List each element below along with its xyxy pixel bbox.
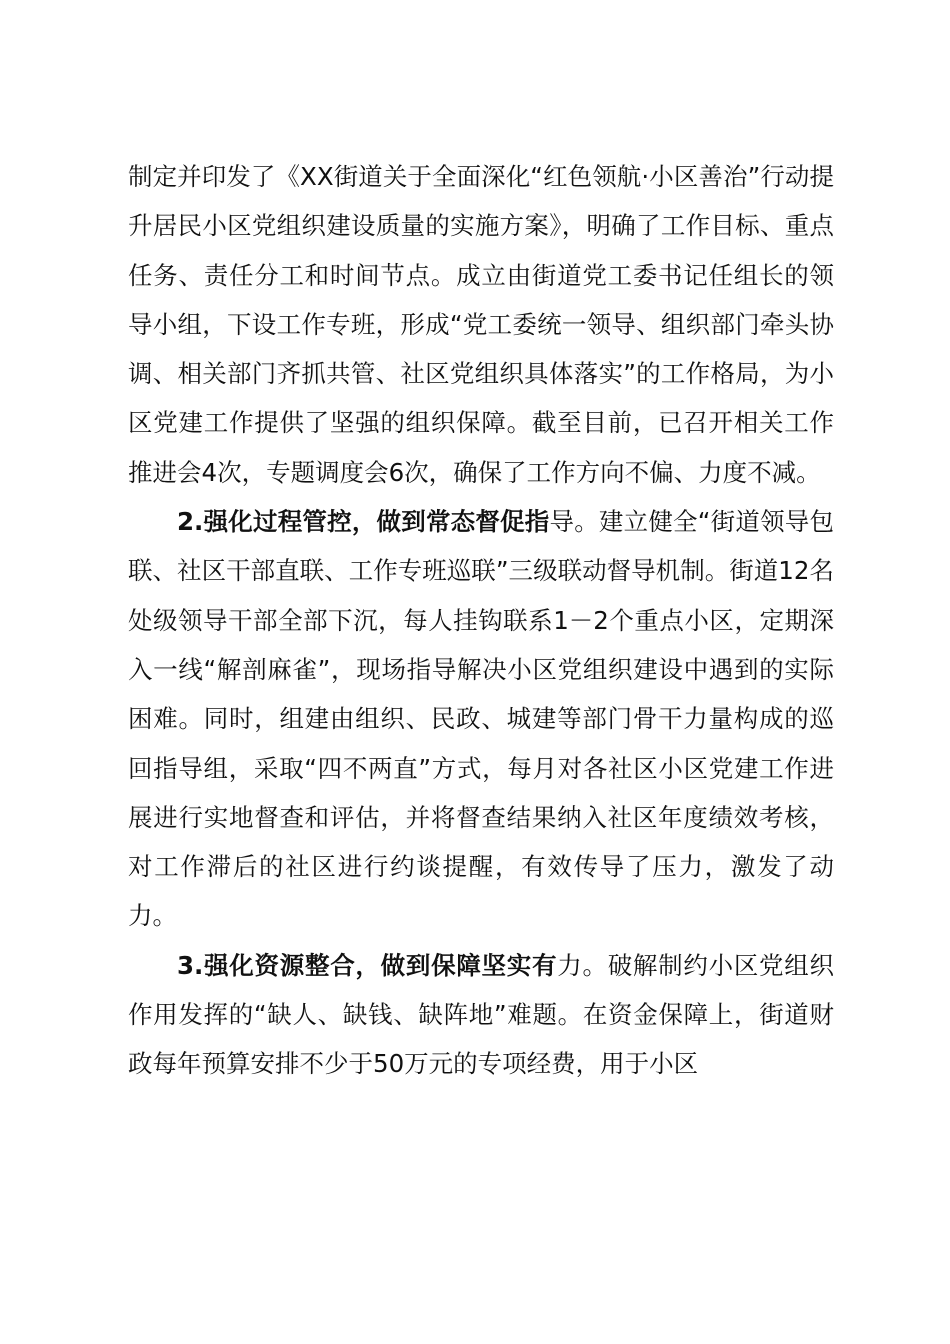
- paragraph-body: 制定并印发了《XX街道关于全面深化“红色领航·小区善治”行动提升居民小区党组织建设质量的实施方案》，明确了工作目标、重点任务、责任分工和时间节点。成立由街道党工委书记任组长的领导小组，下设工作专班，形成“党工委统一领导、组织部门牵头协调、相关部门齐抓共管、社区党组织具体落实”的工作格局，为小区党建工作提供了坚强的组织保障。截至目前，已召开相关工作推进会4次，专题调度会6次，确保了工作方向不偏、力度不减。: [128, 162, 834, 487]
- paragraph-body: 导。建立健全“街道领导包联、社区干部直联、工作专班巡联”三级联动督导机制。街道12名处级领导干部全部下沉，每人挂钩联系1－2个重点小区，定期深入一线“解剖麻雀”，现场指导解决小区党组织建设中遇到的实际困难。同时，组建由组织、民政、城建等部门骨干力量构成的巡回指导组，采取“四不两直”方式，每月对各社区小区党建工作进展进行实地督查和评估，并将督查结果纳入社区年度绩效考核，对工作滞后的社区进行约谈提醒，有效传导了压力，激发了动力。: [128, 507, 834, 931]
- paragraph-process-control: [128, 497, 834, 941]
- paragraph-heading: 3.强化资源整合，做到保障坚实有: [177, 950, 558, 980]
- document-page: [128, 152, 834, 1089]
- paragraph-body: 力。破解制约小区党组织作用发挥的“缺人、缺钱、缺阵地”难题。在资金保障上，街道财政每年预算安排不少于50万元的专项经费，用于小区: [128, 950, 835, 1079]
- paragraph-heading: 2.强化过程管控，做到常态督促指: [177, 507, 550, 537]
- paragraph-resource-integration: [128, 941, 834, 1089]
- paragraph-continuation: [128, 152, 834, 497]
